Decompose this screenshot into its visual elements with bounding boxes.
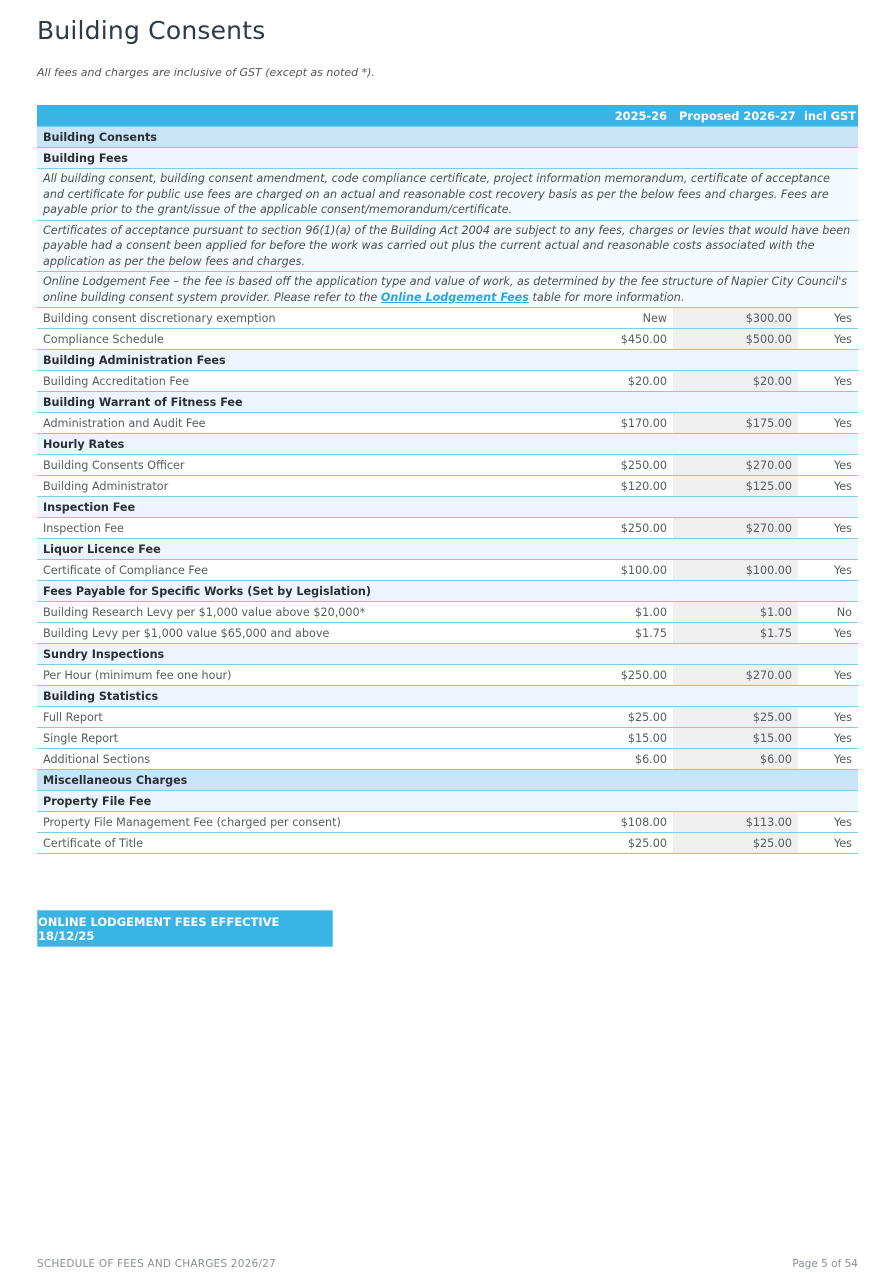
fee-row — [37, 476, 858, 497]
section-heading: Building Fees — [37, 148, 858, 169]
fee-incl-gst: Yes — [798, 665, 858, 686]
section-heading: Inspection Fee — [37, 497, 858, 518]
fee-label: Certificate of Compliance Fee — [37, 560, 597, 581]
section-heading: Hourly Rates — [37, 434, 858, 455]
fee-current: New — [597, 308, 673, 329]
fee-proposed: $125.00 — [673, 476, 798, 497]
fee-proposed: $20.00 — [673, 371, 798, 392]
fee-proposed: $270.00 — [673, 455, 798, 476]
footer-page-number: Page 5 of 54 — [792, 1258, 858, 1270]
subsection-heading-row — [37, 497, 858, 518]
fee-current: $100.00 — [597, 560, 673, 581]
fee-current: $15.00 — [597, 728, 673, 749]
subsection-heading-row — [37, 791, 858, 812]
section-heading-row — [37, 127, 858, 148]
fee-label: Inspection Fee — [37, 518, 597, 539]
fee-row — [37, 749, 858, 770]
fee-current: $250.00 — [597, 665, 673, 686]
gst-note: All fees and charges are inclusive of GST (except as noted *). — [37, 66, 375, 79]
fee-row — [37, 665, 858, 686]
fee-row — [37, 371, 858, 392]
section-heading: Building Administration Fees — [37, 350, 858, 371]
fee-label: Building Accreditation Fee — [37, 371, 597, 392]
fee-proposed: $270.00 — [673, 665, 798, 686]
note-row — [37, 169, 858, 221]
note-text-after: table for more information. — [528, 290, 685, 304]
fee-proposed: $15.00 — [673, 728, 798, 749]
fee-current: $20.00 — [597, 371, 673, 392]
section-heading: Building Warrant of Fitness Fee — [37, 392, 858, 413]
footer-document-title: SCHEDULE OF FEES AND CHARGES 2026/27 — [37, 1258, 276, 1270]
fee-proposed: $175.00 — [673, 413, 798, 434]
fee-row — [37, 413, 858, 434]
section-heading: Property File Fee — [37, 791, 858, 812]
fee-incl-gst: Yes — [798, 371, 858, 392]
fee-current: $1.75 — [597, 623, 673, 644]
fee-row — [37, 308, 858, 329]
fee-incl-gst: Yes — [798, 833, 858, 854]
fee-proposed: $1.00 — [673, 602, 798, 623]
fee-proposed: $113.00 — [673, 812, 798, 833]
subsection-heading-row — [37, 581, 858, 602]
fee-proposed: $1.75 — [673, 623, 798, 644]
online-lodgement-fees-link[interactable]: Online Lodgement Fees — [380, 290, 529, 304]
section-heading-row — [37, 770, 858, 791]
fee-incl-gst: Yes — [798, 518, 858, 539]
fee-current: $25.00 — [597, 833, 673, 854]
fee-current: $120.00 — [597, 476, 673, 497]
subsection-heading-row — [37, 686, 858, 707]
header-proposed-year: Proposed 2026-27 — [673, 105, 798, 127]
fee-label: Building Research Levy per $1,000 value above $20,000* — [37, 602, 597, 623]
fee-row — [37, 812, 858, 833]
subsection-heading-row — [37, 539, 858, 560]
note-row — [37, 220, 858, 272]
fee-current: $250.00 — [597, 455, 673, 476]
section-heading: Miscellaneous Charges — [37, 770, 858, 791]
note-text-before: Online Lodgement Fee – the fee is based off the application type and value of work, as determined by the fee structure of Napier City Council's online building consent system provider. Please refer to the — [43, 275, 848, 304]
fee-current: $108.00 — [597, 812, 673, 833]
fee-incl-gst: Yes — [798, 707, 858, 728]
fees-table — [37, 105, 858, 854]
section-heading: Sundry Inspections — [37, 644, 858, 665]
fee-proposed: $25.00 — [673, 833, 798, 854]
fee-row — [37, 602, 858, 623]
subsection-heading-row — [37, 392, 858, 413]
fee-row — [37, 728, 858, 749]
fee-incl-gst: Yes — [798, 749, 858, 770]
fee-proposed: $6.00 — [673, 749, 798, 770]
fee-current: $6.00 — [597, 749, 673, 770]
subsection-heading-row — [37, 350, 858, 371]
section-heading: Building Statistics — [37, 686, 858, 707]
fee-incl-gst: Yes — [798, 623, 858, 644]
section-heading: Fees Payable for Specific Works (Set by Legislation) — [37, 581, 858, 602]
fee-proposed: $500.00 — [673, 329, 798, 350]
header-current-year: 2025-26 — [597, 105, 673, 127]
fee-proposed: $270.00 — [673, 518, 798, 539]
fee-incl-gst: Yes — [798, 728, 858, 749]
fee-label: Building consent discretionary exemption — [37, 308, 597, 329]
fee-label: Per Hour (minimum fee one hour) — [37, 665, 597, 686]
fee-proposed: $25.00 — [673, 707, 798, 728]
header-label — [37, 105, 597, 127]
fee-label: Single Report — [37, 728, 597, 749]
fee-row — [37, 707, 858, 728]
fee-incl-gst: Yes — [798, 455, 858, 476]
fee-incl-gst: Yes — [798, 308, 858, 329]
fee-label: Full Report — [37, 707, 597, 728]
fee-current: $1.00 — [597, 602, 673, 623]
section-heading: Liquor Licence Fee — [37, 539, 858, 560]
subsection-heading-row — [37, 644, 858, 665]
fee-current: $25.00 — [597, 707, 673, 728]
fee-incl-gst: Yes — [798, 476, 858, 497]
table-header-row — [37, 105, 858, 127]
fee-row — [37, 455, 858, 476]
fees-table-body — [37, 127, 858, 854]
fee-current: $170.00 — [597, 413, 673, 434]
fee-incl-gst: Yes — [798, 560, 858, 581]
fee-row — [37, 518, 858, 539]
fee-label: Certificate of Title — [37, 833, 597, 854]
fee-label: Additional Sections — [37, 749, 597, 770]
note-text: Certificates of acceptance pursuant to section 96(1)(a) of the Building Act 2004 are subject to any fees, charges or levies that would have been payable had a consent been applied for before the work was carried out plus the current actual and reasonable costs associated with the application as per the below fees and charges. — [37, 220, 858, 272]
fee-label: Administration and Audit Fee — [37, 413, 597, 434]
subsection-heading-row — [37, 148, 858, 169]
section-heading: Building Consents — [37, 127, 858, 148]
fee-label: Building Administrator — [37, 476, 597, 497]
fee-row — [37, 833, 858, 854]
fee-current: $250.00 — [597, 518, 673, 539]
header-incl-gst: incl GST — [798, 105, 858, 127]
fee-incl-gst: No — [798, 602, 858, 623]
online-lodgement-fees-button[interactable]: ONLINE LODGEMENT FEES EFFECTIVE 18/12/25 — [37, 910, 333, 947]
fee-incl-gst: Yes — [798, 329, 858, 350]
note-row — [37, 272, 858, 308]
fee-label: Building Consents Officer — [37, 455, 597, 476]
fee-proposed: $100.00 — [673, 560, 798, 581]
fee-label: Building Levy per $1,000 value $65,000 and above — [37, 623, 597, 644]
fee-proposed: $300.00 — [673, 308, 798, 329]
fee-row — [37, 329, 858, 350]
fee-current: $450.00 — [597, 329, 673, 350]
note-text — [37, 272, 858, 308]
fee-label: Compliance Schedule — [37, 329, 597, 350]
fee-label: Property File Management Fee (charged per consent) — [37, 812, 597, 833]
fee-incl-gst: Yes — [798, 413, 858, 434]
fee-incl-gst: Yes — [798, 812, 858, 833]
note-text: All building consent, building consent amendment, code compliance certificate, project information memorandum, certificate of acceptance and certificate for public use fees are charged on an actual and reasonable cost recovery basis as per the below fees and charges. Fees are payable prior to the grant/issue of the applicable consent/memorandum/certificate. — [37, 169, 858, 221]
fee-row — [37, 560, 858, 581]
subsection-heading-row — [37, 434, 858, 455]
page-title: Building Consents — [37, 16, 266, 45]
fee-row — [37, 623, 858, 644]
